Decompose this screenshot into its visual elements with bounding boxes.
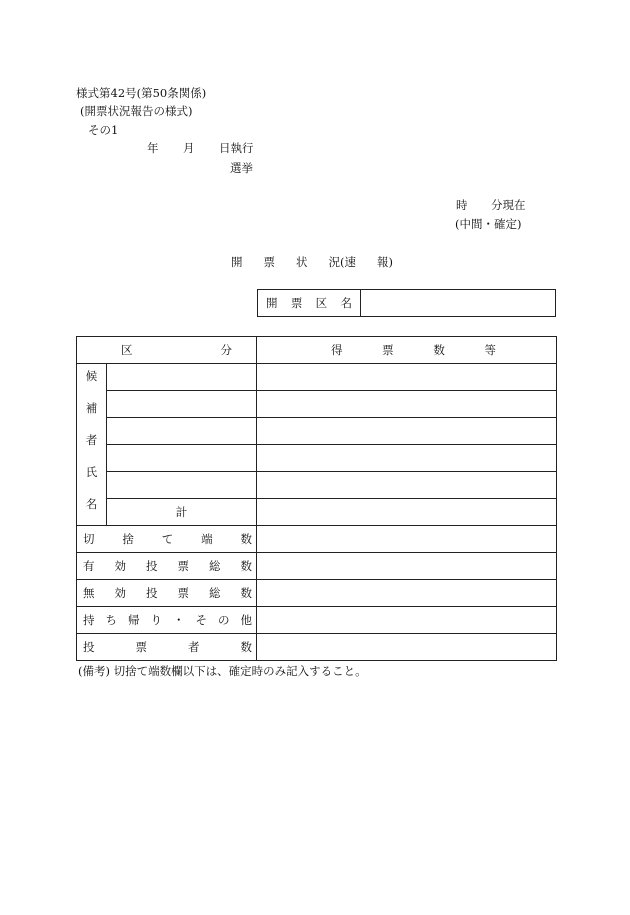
report-status: (中間・確定) — [455, 217, 522, 231]
row-label-valid-votes: 有 効 投 票 総 数 — [77, 553, 257, 580]
total-label: 計 — [107, 499, 257, 526]
candidate-name-cell[interactable] — [107, 445, 257, 472]
district-label-char: 開 — [266, 296, 278, 310]
header-votes: 得 票 数 等 — [257, 337, 557, 364]
district-label-char: 名 — [340, 296, 352, 310]
title-char: 票 — [263, 255, 275, 269]
row-label-rounded-fractions: 切 捨 て 端 数 — [77, 526, 257, 553]
form-title: (開票状況報告の様式) — [80, 104, 193, 118]
time-minute: 分現在 — [491, 198, 526, 212]
district-box — [257, 289, 556, 317]
row-label-voters: 投 票 者 数 — [77, 634, 257, 661]
form-number: 様式第42号(第50条関係) — [76, 86, 207, 100]
candidate-name-cell[interactable] — [107, 418, 257, 445]
row-value-rounded-fractions[interactable] — [257, 526, 557, 553]
district-label-char: 票 — [290, 296, 303, 310]
header-category: 区 分 — [77, 337, 257, 364]
total-votes-cell[interactable] — [257, 499, 557, 526]
date-year: 年 — [147, 141, 159, 155]
row-label-taken-home-other: 持 ち 帰 り ・ そ の 他 — [77, 607, 257, 634]
row-value-valid-votes[interactable] — [257, 553, 557, 580]
candidate-name-cell[interactable] — [107, 364, 257, 391]
time-hour: 時 — [456, 198, 468, 212]
candidate-votes-cell[interactable] — [257, 391, 557, 418]
district-label-char: 区 — [315, 296, 328, 310]
election-label: 選挙 — [230, 161, 253, 175]
form-sono: その1 — [88, 123, 119, 137]
row-label-invalid-votes: 無 効 投 票 総 数 — [77, 580, 257, 607]
title-char: 状 — [296, 255, 308, 269]
candidate-name-label: 候 補 者 氏 名 — [77, 364, 107, 526]
report-title — [231, 255, 393, 269]
date-day: 日執行 — [219, 141, 254, 155]
candidate-name-cell[interactable] — [107, 391, 257, 418]
row-value-voters[interactable] — [257, 634, 557, 661]
title-char: 報) — [377, 255, 393, 269]
candidate-name-cell[interactable] — [107, 472, 257, 499]
candidate-votes-cell[interactable] — [257, 364, 557, 391]
district-value[interactable] — [362, 290, 555, 316]
candidate-votes-cell[interactable] — [257, 418, 557, 445]
title-char: 開 — [231, 255, 243, 269]
district-label — [258, 290, 361, 316]
candidate-votes-cell[interactable] — [257, 445, 557, 472]
vote-count-table — [76, 336, 557, 661]
row-value-invalid-votes[interactable] — [257, 580, 557, 607]
date-month: 月 — [183, 141, 195, 155]
title-char: 況(速 — [328, 255, 356, 269]
footnote: (備考) 切捨て端数欄以下は、確定時のみ記入すること。 — [78, 664, 367, 678]
candidate-votes-cell[interactable] — [257, 472, 557, 499]
row-value-taken-home-other[interactable] — [257, 607, 557, 634]
